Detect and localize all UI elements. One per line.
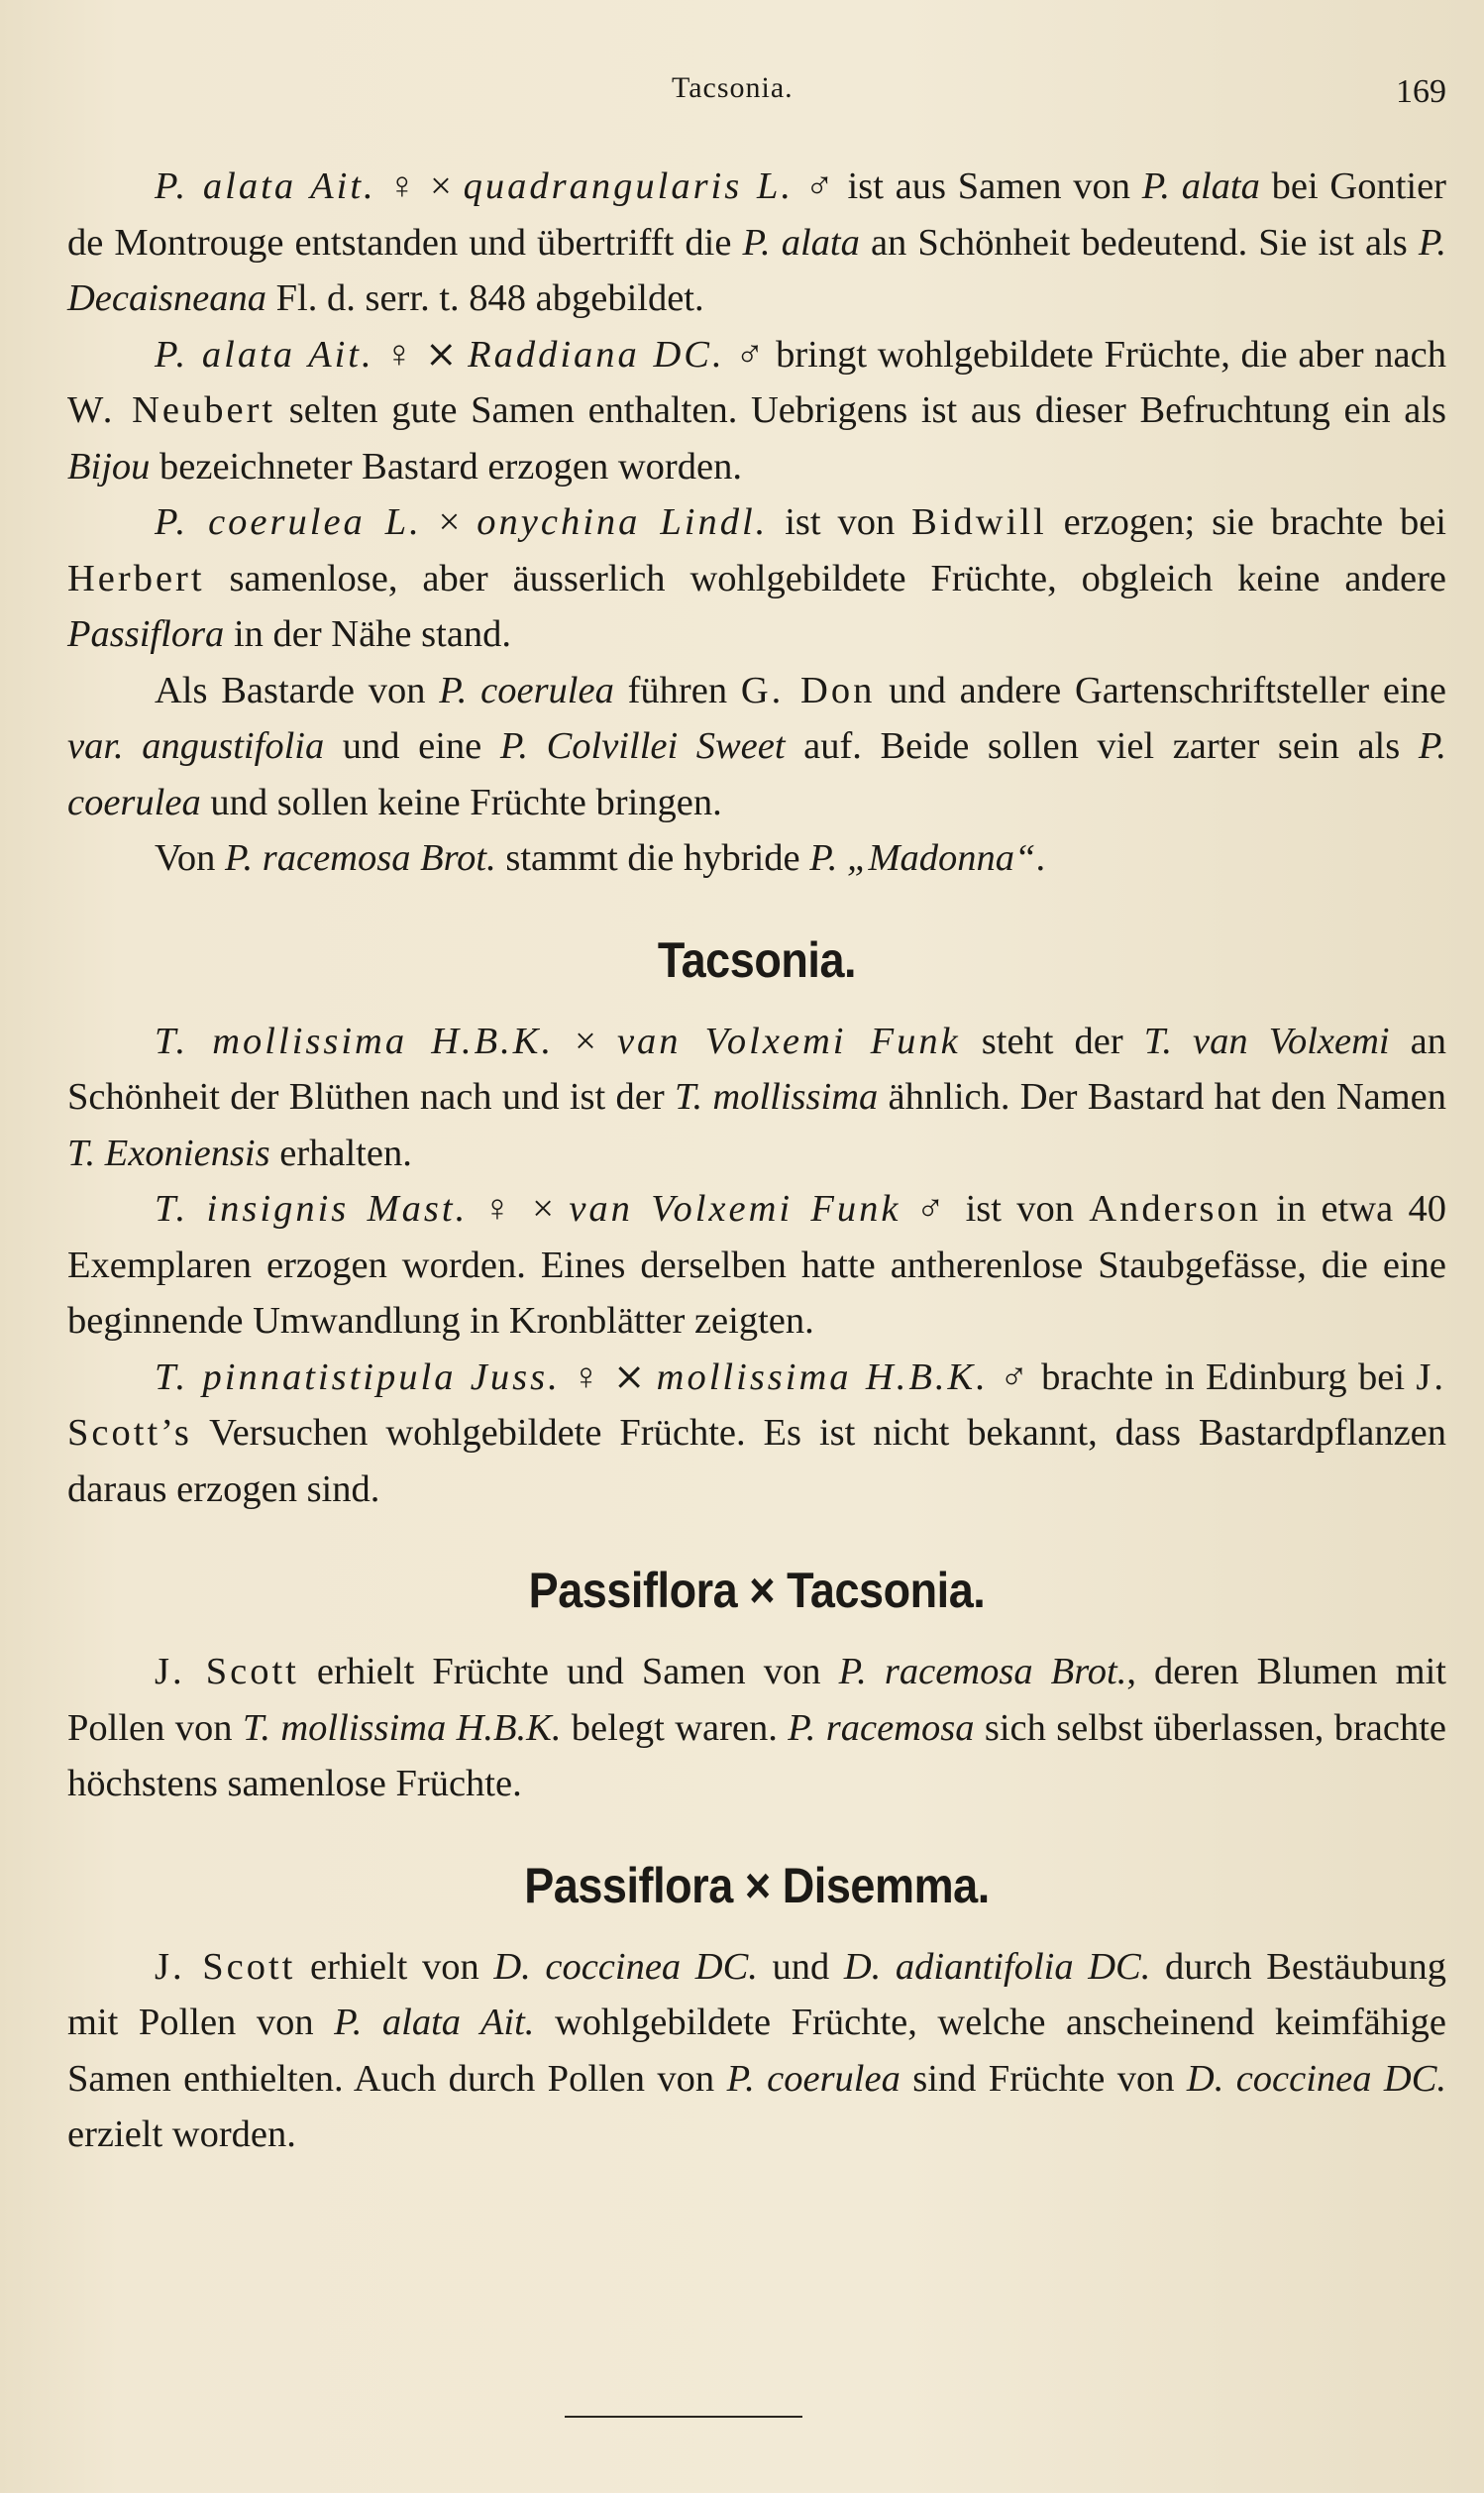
- text-run: erzogen; sie brachte bei: [1046, 501, 1446, 543]
- text-run: sind Früchte von: [900, 2057, 1187, 2100]
- text-run: , deren Blumen mit Pollen von: [67, 1651, 1446, 1749]
- paragraph-insignis-volxemi: [67, 1181, 1446, 1350]
- text-run: ♂ bringt wohlgebildete Früchte, die aber nach: [724, 333, 1446, 376]
- text-run: und sollen keine Früchte bringen.: [200, 781, 722, 823]
- species-name: P. alata: [1141, 165, 1260, 207]
- text-run: bezeichneter Bastard erzogen worden.: [150, 445, 742, 488]
- species-name: P. coerulea L.: [155, 501, 422, 543]
- paragraph-scott-racemosa: [67, 1644, 1446, 1812]
- species-name: onychina Lindl.: [477, 501, 769, 543]
- text-run: bei Gontier de Montrouge entstanden und übertrifft die: [67, 165, 1447, 264]
- person-name: G. Don: [740, 669, 876, 711]
- species-name: P. Colvillei Sweet: [499, 725, 786, 767]
- person-name: Bidwill: [911, 501, 1047, 543]
- text-run: Versuchen wohlgebildete Früchte. Es ist nicht bekannt, dass Bastardpflanzen daraus erzogen sind.: [67, 1412, 1446, 1510]
- person-name: J. Scott: [155, 1651, 299, 1692]
- running-title: Tacsonia.: [672, 71, 794, 104]
- person-name: J. Scott’s: [67, 1355, 1446, 1454]
- species-name: T. mollissima H.B.K.: [242, 1706, 562, 1749]
- cross-symbol: ♀ ⨯: [373, 333, 469, 376]
- section-heading-tacsonia: Tacsonia.: [657, 931, 857, 988]
- species-name: P. coerulea: [67, 725, 1446, 823]
- text-run: wohlgebildete Früchte, welche anscheinend keimfähige Samen enthielten. Auch durch Pollen von: [67, 2002, 1447, 2100]
- text-run: auf. Beide sollen viel zarter sein als: [785, 725, 1419, 767]
- species-name: P. racemosa Brot.: [838, 1651, 1127, 1692]
- species-name: T. van Volxemi: [1143, 1020, 1390, 1062]
- paragraph-scott-disemma: [67, 1939, 1446, 2163]
- person-name: Herbert: [67, 557, 205, 599]
- running-head: [67, 71, 1446, 121]
- cross-symbol: ♀ ×: [375, 165, 464, 207]
- end-rule: [565, 2416, 802, 2418]
- cross-symbol: ×: [554, 1020, 617, 1062]
- text-run: und andere Gartenschriftsteller eine: [875, 669, 1447, 711]
- spacer: [67, 1622, 1446, 1644]
- species-name: D. adiantifolia DC.: [843, 1945, 1151, 1988]
- species-name: P. racemosa Brot.: [224, 837, 496, 879]
- text-block: [67, 159, 1446, 2163]
- hybrid-name: P. „Madonna“: [809, 837, 1036, 879]
- text-run: erzielt worden.: [67, 2114, 296, 2155]
- paragraph-pinnatistipula-mollissima: [67, 1350, 1446, 1518]
- species-name: D. coccinea DC.: [1186, 2057, 1447, 2100]
- species-name: P. alata Ait.: [334, 2002, 535, 2043]
- species-name: P. coerulea: [726, 2057, 901, 2100]
- species-name: P. coerulea: [439, 669, 614, 711]
- text-run: samenlose, aber äusserlich wohlgebildete Früchte, obgleich keine andere: [204, 557, 1446, 599]
- variety-name: var. angustifolia: [67, 725, 325, 767]
- species-name: quadrangularis L.: [463, 165, 795, 207]
- text-run: führen: [613, 669, 741, 711]
- section-heading-passiflora-disemma: Passiflora × Disemma.: [524, 1857, 990, 1913]
- text-run: ♂ ist aus Samen von: [794, 165, 1142, 207]
- paragraph-mollissima-volxemi: [67, 1014, 1446, 1182]
- cross-symbol: ♀ ⨯: [560, 1355, 657, 1398]
- spacer: [67, 1517, 1446, 1559]
- species-name: T. pinnatistipula Juss.: [155, 1355, 561, 1398]
- text-run: und: [757, 1945, 844, 1988]
- cultivar-name: Bijou: [67, 445, 151, 488]
- text-run: erhalten.: [269, 1132, 412, 1174]
- species-name: P. racemosa: [788, 1706, 975, 1749]
- spacer: [67, 887, 1446, 928]
- text-run: belegt waren.: [561, 1706, 789, 1749]
- species-name: P. alata: [742, 221, 860, 264]
- cross-symbol: ×: [421, 501, 477, 543]
- species-name: T. mollissima: [674, 1076, 879, 1118]
- spacer: [67, 1917, 1446, 1939]
- species-name: D. coccinea DC.: [493, 1945, 758, 1988]
- paragraph-alata-quadrangularis: [67, 159, 1446, 327]
- person-name: W. Neubert: [67, 389, 276, 431]
- cross-symbol: ♀ ×: [468, 1188, 570, 1230]
- page-number: 169: [1396, 73, 1446, 110]
- text-run: .: [1035, 837, 1046, 879]
- text-run: ist von: [768, 501, 912, 543]
- paragraph-coerulea-onychina: [67, 494, 1446, 663]
- spacer: [67, 1812, 1446, 1854]
- text-run: erhielt Früchte und Samen von: [298, 1651, 839, 1692]
- species-name: P. alata Ait.: [155, 165, 376, 207]
- text-run: an Schönheit der Blüthen nach und ist der: [67, 1020, 1447, 1118]
- text-run: durch Bestäubung mit Pollen von: [67, 1945, 1447, 2043]
- species-name: mollissima H.B.K.: [656, 1355, 989, 1398]
- section-heading-passiflora-tacsonia: Passiflora × Tacsonia.: [528, 1563, 986, 1618]
- person-name: J. Scott: [155, 1945, 296, 1988]
- paragraph-racemosa-madonna: [67, 830, 1446, 887]
- paragraph-alata-raddiana: [67, 327, 1446, 495]
- text-run: Als Bastarde von: [155, 669, 440, 711]
- text-run: ♂ ist von: [901, 1188, 1090, 1230]
- species-name: T. mollissima H.B.K.: [155, 1020, 555, 1062]
- text-run: Fl. d. serr. t. 848 abgebildet.: [266, 277, 704, 319]
- species-name: T. insignis Mast.: [155, 1188, 469, 1230]
- species-name: P. Decaisneana: [67, 221, 1447, 319]
- species-name: van Volxemi Funk: [616, 1020, 961, 1062]
- text-run: selten gute Samen enthalten. Uebrigens ist aus dieser Befruchtung ein als: [275, 389, 1446, 431]
- genus-name: Passiflora: [67, 613, 225, 655]
- species-name: Raddiana DC.: [468, 333, 725, 376]
- spacer: [67, 992, 1446, 1014]
- text-run: an Schönheit bedeutend. Sie ist als: [859, 221, 1419, 264]
- text-run: stammt die hybride: [495, 837, 810, 879]
- text-run: ähnlich. Der Bastard hat den Namen: [878, 1076, 1447, 1118]
- person-name: Anderson: [1089, 1188, 1261, 1230]
- text-run: erhielt von: [295, 1945, 494, 1988]
- paragraph-coerulea-bastarde: [67, 663, 1446, 831]
- text-run: und eine: [324, 725, 500, 767]
- text-run: in etwa 40 Exemplaren erzogen worden. Eines derselben hatte antherenlose Staubgefässe, die eine beginnende Umwandlung in Kronblätter zeigten.: [67, 1188, 1446, 1342]
- text-run: steht der: [960, 1020, 1144, 1062]
- text-run: sich selbst überlassen, brachte höchstens samenlose Früchte.: [67, 1706, 1446, 1804]
- text-run: Von: [155, 837, 225, 879]
- text-run: in der Nähe stand.: [224, 613, 512, 655]
- text-run: ♂ brachte in Edinburg bei: [988, 1355, 1417, 1398]
- species-name: P. alata Ait.: [155, 333, 374, 376]
- species-name: van Volxemi Funk: [569, 1188, 901, 1230]
- hybrid-name: T. Exoniensis: [67, 1132, 270, 1174]
